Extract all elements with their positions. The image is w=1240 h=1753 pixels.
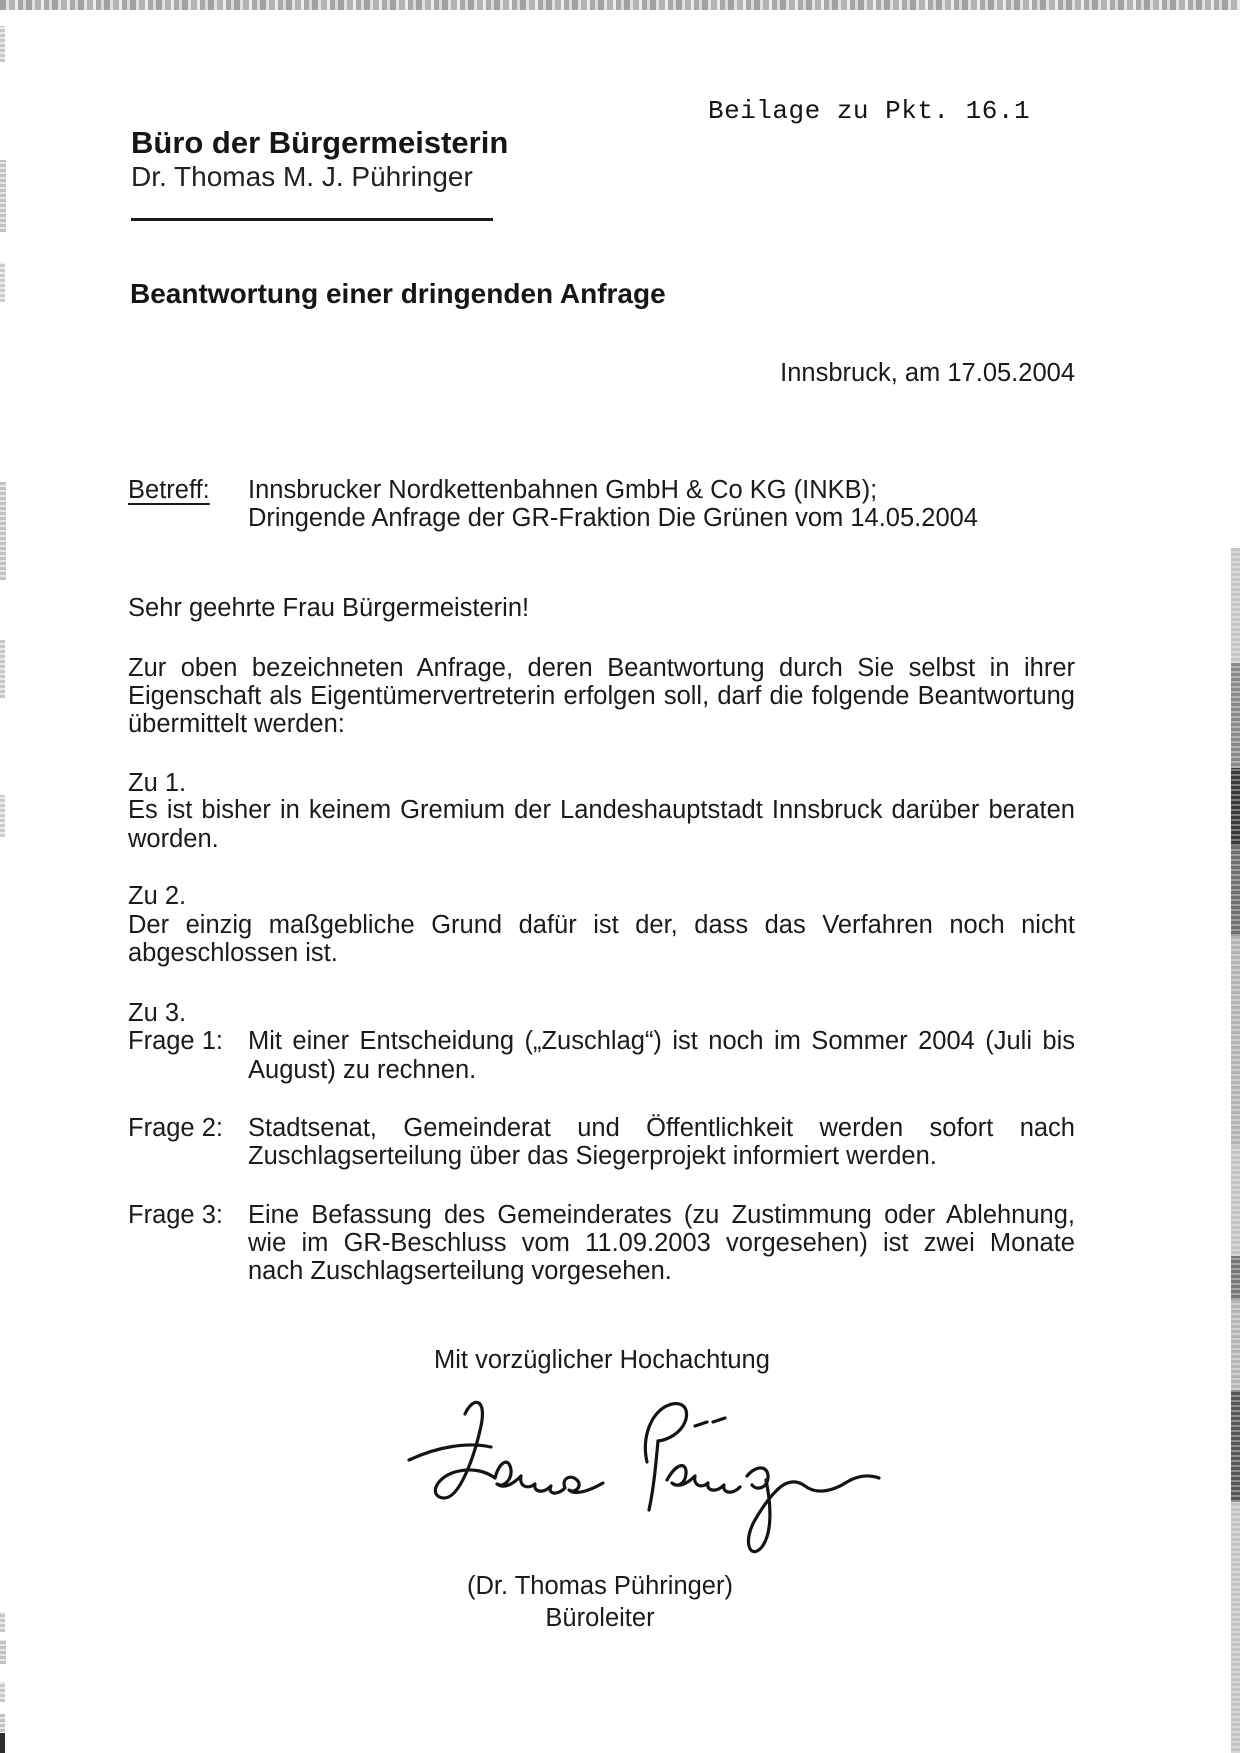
question-label: Frage 2: bbox=[128, 1114, 223, 1142]
scan-artifact-left-mark bbox=[0, 1640, 6, 1664]
section-heading: Zu 1. bbox=[128, 769, 187, 797]
answer-line: nach Zuschlagserteilung vorgesehen. bbox=[248, 1257, 672, 1285]
paragraph-line: übermittelt werden: bbox=[128, 710, 345, 738]
closing-phrase: Mit vorzüglicher Hochachtung bbox=[434, 1346, 770, 1374]
answer-line: Eine Befassung des Gemeinderates (zu Zustimmung oder Ablehnung, bbox=[248, 1201, 1075, 1229]
signature-image bbox=[395, 1392, 895, 1582]
subject-line: Dringende Anfrage der GR-Fraktion Die Grünen vom 14.05.2004 bbox=[248, 504, 978, 532]
answer-line: August) zu rechnen. bbox=[248, 1056, 477, 1084]
answer-line: wie im GR-Beschluss vom 11.09.2003 vorgesehen) ist zwei Monate bbox=[248, 1229, 1075, 1257]
scan-artifact-right-band bbox=[1231, 1502, 1240, 1753]
paragraph-line: Eigenschaft als Eigentümervertreterin erfolgen soll, darf die folgende Beantwortung bbox=[128, 682, 1075, 710]
paragraph-line: Zur oben bezeichneten Anfrage, deren Beantwortung durch Sie selbst in ihrer bbox=[128, 654, 1075, 682]
subject-line: Innsbrucker Nordkettenbahnen GmbH & Co KG (INKB); bbox=[248, 476, 878, 504]
scan-artifact-left-mark bbox=[0, 1612, 5, 1632]
paragraph-line: Es ist bisher in keinem Gremium der Landeshauptstadt Innsbruck darüber beraten bbox=[128, 796, 1075, 824]
scan-artifact-right-band bbox=[1231, 663, 1240, 768]
scan-artifact-right-band bbox=[1231, 1300, 1240, 1390]
scan-artifact-left-mark bbox=[0, 1714, 5, 1732]
paragraph-line: Der einzig maßgebliche Grund dafür ist der, dass das Verfahren noch nicht bbox=[128, 911, 1075, 939]
dateline: Innsbruck, am 17.05.2004 bbox=[780, 359, 1075, 387]
scan-artifact-right-band bbox=[1231, 768, 1240, 846]
section-heading: Zu 3. bbox=[128, 999, 187, 1027]
scan-artifact-left-mark bbox=[0, 1682, 5, 1702]
office-head-name: Dr. Thomas M. J. Pühringer bbox=[131, 161, 473, 192]
scan-artifact-left-mark bbox=[0, 640, 5, 698]
answer-line: Stadtsenat, Gemeinderat und Öffentlichkeit werden sofort nach bbox=[248, 1114, 1075, 1142]
signer-title: Büroleiter bbox=[545, 1604, 655, 1632]
scan-artifact-left-mark bbox=[0, 160, 6, 232]
scan-artifact-top-edge bbox=[0, 0, 1240, 10]
scan-artifact-right-band bbox=[1231, 936, 1240, 1146]
scan-artifact-left-mark bbox=[0, 795, 5, 837]
answer-line: Mit einer Entscheidung („Zuschlag“) ist noch im Sommer 2004 (Juli bis bbox=[248, 1027, 1075, 1055]
question-label: Frage 3: bbox=[128, 1201, 223, 1229]
paragraph-line: worden. bbox=[128, 825, 219, 853]
scan-artifact-right-band bbox=[1231, 1256, 1240, 1300]
section-heading: Zu 2. bbox=[128, 882, 187, 910]
letterhead-rule bbox=[131, 218, 493, 221]
scan-artifact-left-mark bbox=[0, 1733, 5, 1753]
scan-artifact-right-band bbox=[1231, 1390, 1240, 1502]
scan-artifact-left-mark bbox=[0, 26, 5, 62]
scan-artifact-right-band bbox=[1231, 1146, 1240, 1256]
signer-name: (Dr. Thomas Pühringer) bbox=[467, 1572, 733, 1600]
answer-line: Zuschlagserteilung über das Siegerprojekt informiert werden. bbox=[248, 1142, 937, 1170]
attachment-note: Beilage zu Pkt. 16.1 bbox=[708, 96, 1031, 126]
document-title: Beantwortung einer dringenden Anfrage bbox=[130, 278, 666, 309]
question-label: Frage 1: bbox=[128, 1027, 223, 1055]
scan-artifact-right-band bbox=[1231, 548, 1240, 663]
scan-artifact-left-mark bbox=[0, 262, 5, 302]
paragraph-line: abgeschlossen ist. bbox=[128, 939, 338, 967]
scan-artifact-left-mark bbox=[0, 482, 6, 580]
scan-artifact-right-band bbox=[1231, 846, 1240, 936]
salutation: Sehr geehrte Frau Bürgermeisterin! bbox=[128, 594, 530, 622]
subject-label: Betreff: bbox=[128, 476, 210, 504]
office-name: Büro der Bürgermeisterin bbox=[131, 125, 509, 160]
